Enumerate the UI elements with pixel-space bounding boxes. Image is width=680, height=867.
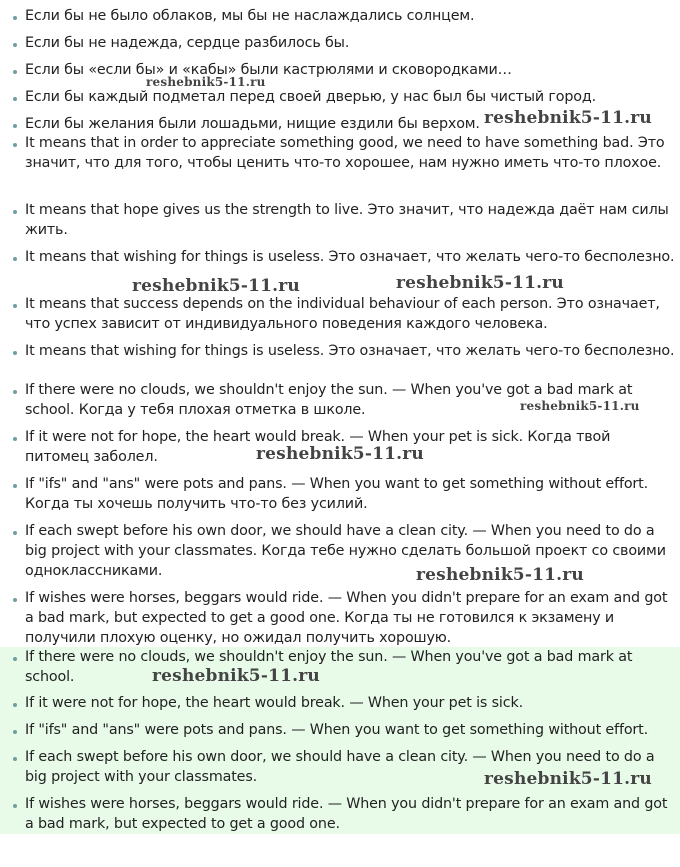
bullet-icon — [13, 210, 17, 214]
item-text: If it were not for hope, the heart would break. — When your pet is sick. — [25, 695, 523, 711]
bullet-icon — [13, 730, 17, 734]
item-text: It means that wishing for things is useless. Это означает, что желать чего-то бесполезно. — [25, 249, 675, 265]
item-text: Если бы каждый подметал перед своей дверью, у нас был бы чистый город. — [25, 89, 596, 105]
item-text: It means that in order to appreciate something good, we need to have something bad. Это значит, что для того, чтобы ценить что-то хорошее, нам нужно иметь что-то плохое. — [25, 135, 665, 171]
bullet-icon — [13, 437, 17, 441]
item-text: If wishes were horses, beggars would ride. — When you didn't prepare for an exam and got a bad mark, but expected to get a good one. Когда ты не готовился к экзамену и получили плохую оценку, но ожидал получить хорошую. — [25, 590, 668, 646]
list-item — [0, 588, 680, 648]
bullet-icon — [13, 97, 17, 101]
bullet-icon — [13, 143, 17, 147]
list-item — [0, 87, 680, 109]
list-item — [0, 200, 680, 242]
watermark: reshebnik5-11.ru — [256, 444, 424, 464]
bullet-icon — [13, 16, 17, 20]
bullet-icon — [13, 304, 17, 308]
list-item-highlighted — [0, 647, 680, 693]
item-text: If each swept before his own door, we should have a clean city. — When you need to do a big project with your classmates. Когда тебе нужно сделать большой проект со своими одноклассниками. — [25, 523, 666, 579]
bullet-icon — [13, 531, 17, 535]
bullet-icon — [13, 804, 17, 808]
item-text: If "ifs" and "ans" were pots and pans. — When you want to get something without effort. — [25, 722, 649, 738]
list-item — [0, 474, 680, 516]
item-text: It means that success depends on the individual behaviour of each person. Это означает, что успех зависит от индивидуального поведения каждого человека. — [25, 296, 660, 332]
bullet-icon — [13, 70, 17, 74]
list-item-highlighted — [0, 794, 680, 834]
item-text: If each swept before his own door, we should have a clean city. — When you need to do a big project with your classmates. — [25, 749, 655, 785]
list-item — [0, 33, 680, 55]
watermark: reshebnik5-11.ru — [520, 399, 640, 413]
watermark: reshebnik5-11.ru — [416, 565, 584, 585]
bullet-icon — [13, 351, 17, 355]
bullet-icon — [13, 124, 17, 128]
bullet-icon — [13, 757, 17, 761]
list-item — [0, 247, 680, 289]
item-text: If there were no clouds, we shouldn't enjoy the sun. — When you've got a bad mark at school. — [25, 649, 633, 685]
bullet-icon — [13, 598, 17, 602]
item-text: If it were not for hope, the heart would break. — When your pet is sick. Когда твой питомец заболел. — [25, 429, 611, 465]
bullet-icon — [13, 390, 17, 394]
list-item — [0, 60, 680, 82]
list-item — [0, 341, 680, 383]
item-text: It means that hope gives us the strength to live. Это значит, что надежда даёт нам силы жить. — [25, 202, 669, 238]
watermark: reshebnik5-11.ru — [152, 666, 320, 686]
bullet-icon — [13, 484, 17, 488]
list-item — [0, 133, 680, 195]
watermark: reshebnik5-11.ru — [484, 769, 652, 789]
item-text: Если бы желания были лошадьми, нищие ездили бы верхом. — [25, 116, 480, 132]
item-text: Если бы не надежда, сердце разбилось бы. — [25, 35, 350, 51]
item-text: Если бы не было облаков, мы бы не наслаждались солнцем. — [25, 8, 475, 24]
item-text: Если бы «если бы» и «кабы» были кастрюлями и сковородками… — [25, 62, 512, 78]
watermark: reshebnik5-11.ru — [396, 273, 564, 293]
item-text: If "ifs" and "ans" were pots and pans. — When you want to get something without effort. Когда ты хочешь получить что-то без усилий. — [25, 476, 649, 512]
item-text: If there were no clouds, we shouldn't enjoy the sun. — When you've got a bad mark at school. Когда у тебя плохая отметка в школе. — [25, 382, 633, 418]
bullet-icon — [13, 657, 17, 661]
item-text: If wishes were horses, beggars would ride. — When you didn't prepare for an exam and got a bad mark, but expected to get a good one. — [25, 796, 668, 832]
watermark: reshebnik5-11.ru — [484, 108, 652, 128]
item-text: It means that wishing for things is useless. Это означает, что желать чего-то бесполезно. — [25, 343, 675, 359]
list-item — [0, 6, 680, 28]
bullet-icon — [13, 703, 17, 707]
list-item-highlighted — [0, 720, 680, 747]
watermark: reshebnik5-11.ru — [132, 276, 300, 296]
bullet-icon — [13, 43, 17, 47]
list-item-highlighted — [0, 693, 680, 720]
watermark: reshebnik5-11.ru — [146, 75, 266, 89]
bullet-icon — [13, 257, 17, 261]
list-item — [0, 294, 680, 336]
